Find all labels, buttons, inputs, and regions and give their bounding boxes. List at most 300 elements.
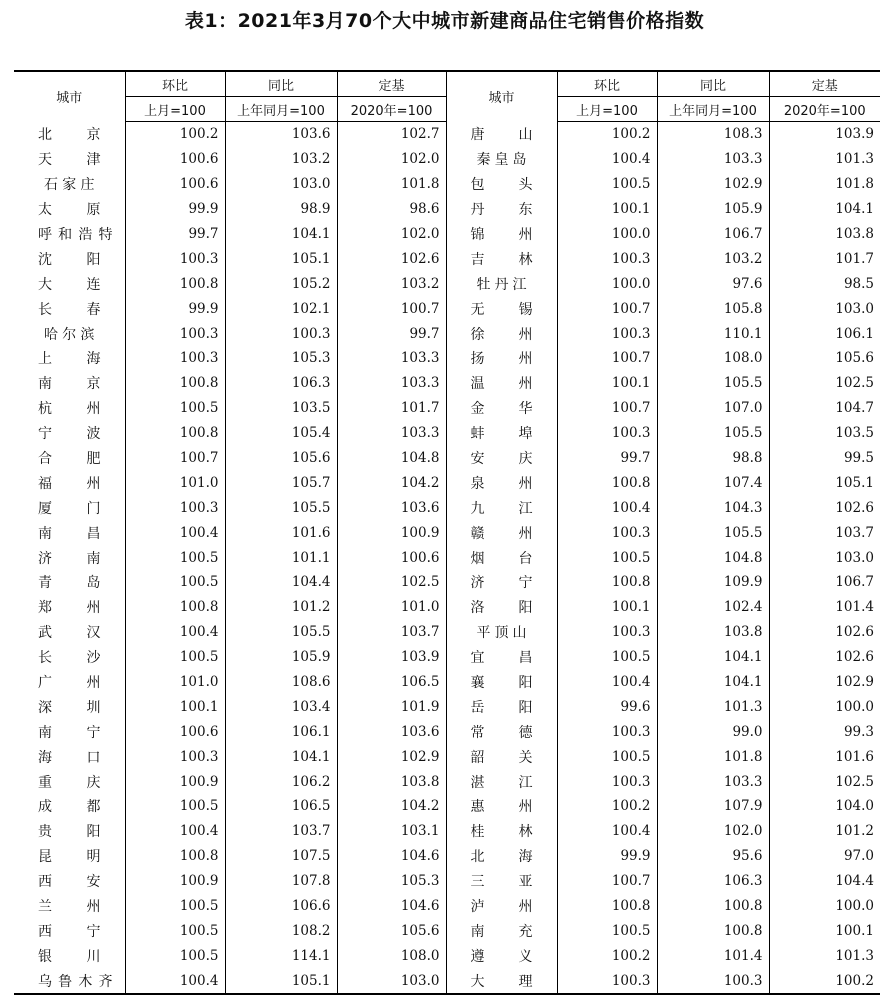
city-name-left: 贵阳	[38, 824, 101, 841]
city-name-left: 南昌	[38, 525, 101, 542]
mom-value-left: 100.9	[125, 769, 225, 794]
mom-value-left: 100.9	[125, 869, 225, 894]
mom-value-left: 100.8	[125, 844, 225, 869]
mom-value-left: 100.5	[125, 396, 225, 421]
yoy-value-left: 106.5	[225, 794, 337, 819]
city-name-right: 泉州	[446, 470, 557, 495]
yoy-value-right: 109.9	[657, 570, 769, 595]
mom-value-left: 100.5	[125, 919, 225, 944]
base-value-right: 102.5	[769, 371, 880, 396]
yoy-value-left: 105.3	[225, 346, 337, 371]
mom-value-right: 100.3	[557, 769, 657, 794]
mom-value-left: 100.5	[125, 794, 225, 819]
city-name-left: 重庆	[38, 774, 101, 791]
base-value-right: 103.5	[769, 421, 880, 446]
yoy-value-left: 106.1	[225, 719, 337, 744]
city-name-left: 郑州	[38, 600, 101, 617]
base-value-left: 103.3	[337, 346, 446, 371]
mom-value-left: 100.5	[125, 943, 225, 968]
base-value-left: 102.9	[337, 744, 446, 769]
city-name-left: 成都	[38, 799, 101, 816]
base-value-right: 102.6	[769, 645, 880, 670]
table-row	[14, 446, 880, 471]
city-name-left: 合肥	[38, 451, 101, 468]
city-name-left: 青岛	[38, 575, 101, 592]
header-base-sub-left: 2020年=100	[337, 97, 446, 122]
table-row	[14, 570, 880, 595]
city-name-left: 海口	[38, 749, 101, 766]
table-row	[14, 246, 880, 271]
header-mom-right: 环比	[557, 71, 657, 97]
yoy-value-right: 102.4	[657, 595, 769, 620]
mom-value-right: 100.3	[557, 719, 657, 744]
mom-value-right: 100.1	[557, 371, 657, 396]
city-name-right: 秦皇岛	[446, 147, 557, 172]
table-row	[14, 819, 880, 844]
table-row	[14, 545, 880, 570]
base-value-left: 101.0	[337, 595, 446, 620]
city-name-right: 九江	[446, 495, 557, 520]
yoy-value-right: 105.8	[657, 296, 769, 321]
table-row	[14, 968, 880, 994]
table-row	[14, 321, 880, 346]
mom-value-left: 100.1	[125, 694, 225, 719]
base-value-left: 103.7	[337, 620, 446, 645]
city-name-right: 济宁	[446, 570, 557, 595]
mom-value-left: 100.6	[125, 147, 225, 172]
city-name-right: 金华	[446, 396, 557, 421]
city-name-left: 太原	[38, 202, 101, 219]
base-value-right: 101.3	[769, 147, 880, 172]
base-value-left: 103.6	[337, 719, 446, 744]
yoy-value-right: 100.8	[657, 894, 769, 919]
mom-value-left: 100.8	[125, 421, 225, 446]
mom-value-left: 99.9	[125, 197, 225, 222]
mom-value-left: 100.8	[125, 371, 225, 396]
city-name-left: 银川	[38, 948, 101, 965]
city-name-right: 蚌埠	[446, 421, 557, 446]
city-name-left: 大连	[38, 276, 101, 293]
city-name-left: 昆明	[38, 849, 101, 866]
yoy-value-right: 103.8	[657, 620, 769, 645]
city-name-right: 赣州	[446, 520, 557, 545]
city-name-right: 洛阳	[446, 595, 557, 620]
mom-value-right: 100.8	[557, 470, 657, 495]
yoy-value-left: 104.1	[225, 744, 337, 769]
mom-value-right: 100.3	[557, 246, 657, 271]
yoy-value-right: 106.7	[657, 222, 769, 247]
yoy-value-left: 105.2	[225, 271, 337, 296]
base-value-left: 103.6	[337, 495, 446, 520]
yoy-value-right: 102.9	[657, 172, 769, 197]
city-name-left: 长春	[38, 301, 101, 318]
base-value-right: 99.5	[769, 446, 880, 471]
city-name-right: 吉林	[446, 246, 557, 271]
yoy-value-left: 108.6	[225, 670, 337, 695]
table-row	[14, 296, 880, 321]
table-row	[14, 645, 880, 670]
table-row	[14, 147, 880, 172]
table-row	[14, 222, 880, 247]
yoy-value-right: 104.8	[657, 545, 769, 570]
base-value-right: 104.0	[769, 794, 880, 819]
city-name-left: 南京	[38, 376, 101, 393]
yoy-value-right: 98.8	[657, 446, 769, 471]
mom-value-right: 100.5	[557, 919, 657, 944]
price-index-table	[14, 70, 880, 995]
table-row	[14, 371, 880, 396]
city-name-left: 天津	[38, 152, 101, 169]
mom-value-left: 100.3	[125, 495, 225, 520]
mom-value-left: 100.3	[125, 321, 225, 346]
mom-value-right: 100.7	[557, 396, 657, 421]
mom-value-right: 100.8	[557, 570, 657, 595]
base-value-right: 100.0	[769, 894, 880, 919]
city-name-left: 南宁	[38, 724, 101, 741]
mom-value-right: 100.3	[557, 968, 657, 994]
city-name-left: 沈阳	[38, 251, 101, 268]
base-value-right: 101.7	[769, 246, 880, 271]
yoy-value-left: 105.1	[225, 968, 337, 994]
base-value-right: 102.6	[769, 620, 880, 645]
table-row	[14, 346, 880, 371]
base-value-left: 101.9	[337, 694, 446, 719]
mom-value-right: 100.3	[557, 421, 657, 446]
base-value-left: 103.8	[337, 769, 446, 794]
base-value-left: 103.3	[337, 371, 446, 396]
yoy-value-left: 114.1	[225, 943, 337, 968]
mom-value-left: 99.7	[125, 222, 225, 247]
mom-value-right: 100.3	[557, 321, 657, 346]
yoy-value-right: 101.3	[657, 694, 769, 719]
yoy-value-right: 104.1	[657, 645, 769, 670]
city-name-right: 包头	[446, 172, 557, 197]
table-row	[14, 172, 880, 197]
yoy-value-left: 105.5	[225, 620, 337, 645]
table-body	[14, 122, 880, 995]
base-value-right: 103.9	[769, 122, 880, 147]
city-name-right: 无锡	[446, 296, 557, 321]
yoy-value-left: 105.1	[225, 246, 337, 271]
base-value-left: 102.5	[337, 570, 446, 595]
table-row	[14, 122, 880, 147]
base-value-left: 100.7	[337, 296, 446, 321]
city-name-right: 岳阳	[446, 694, 557, 719]
base-value-left: 103.1	[337, 819, 446, 844]
header-city-left: 城市	[56, 91, 83, 107]
yoy-value-left: 103.2	[225, 147, 337, 172]
city-name-right: 桂林	[446, 819, 557, 844]
city-name-left: 宁波	[38, 426, 101, 443]
table-row	[14, 620, 880, 645]
city-name-left: 厦门	[38, 500, 101, 517]
table-row	[14, 919, 880, 944]
mom-value-right: 100.4	[557, 147, 657, 172]
city-name-left: 西宁	[38, 923, 101, 940]
price-index-table-container	[14, 70, 880, 995]
city-name-left: 杭州	[38, 401, 101, 418]
base-value-right: 106.7	[769, 570, 880, 595]
yoy-value-left: 104.4	[225, 570, 337, 595]
city-name-left: 哈尔滨	[44, 326, 95, 343]
city-name-right: 南充	[446, 919, 557, 944]
base-value-left: 106.5	[337, 670, 446, 695]
table-row	[14, 421, 880, 446]
city-name-right: 锦州	[446, 222, 557, 247]
table-row	[14, 595, 880, 620]
header-city-right: 城市	[446, 71, 557, 122]
table-row	[14, 894, 880, 919]
base-value-left: 104.8	[337, 446, 446, 471]
base-value-right: 102.6	[769, 495, 880, 520]
yoy-value-right: 104.3	[657, 495, 769, 520]
yoy-value-left: 107.5	[225, 844, 337, 869]
mom-value-right: 100.5	[557, 645, 657, 670]
base-value-right: 106.1	[769, 321, 880, 346]
mom-value-left: 100.3	[125, 346, 225, 371]
table-row	[14, 844, 880, 869]
base-value-right: 100.2	[769, 968, 880, 994]
mom-value-right: 99.6	[557, 694, 657, 719]
page-title: 表1：2021年3月70个大中城市新建商品住宅销售价格指数	[184, 10, 705, 32]
city-name-right: 平顶山	[446, 620, 557, 645]
city-name-right: 大理	[446, 968, 557, 994]
mom-value-right: 100.7	[557, 296, 657, 321]
yoy-value-right: 101.8	[657, 744, 769, 769]
yoy-value-left: 107.8	[225, 869, 337, 894]
yoy-value-right: 101.4	[657, 943, 769, 968]
yoy-value-left: 105.9	[225, 645, 337, 670]
table-row	[14, 694, 880, 719]
city-name-right: 安庆	[446, 446, 557, 471]
base-value-left: 105.3	[337, 869, 446, 894]
table-row	[14, 869, 880, 894]
mom-value-right: 99.7	[557, 446, 657, 471]
header-row-top	[14, 71, 880, 97]
table-row	[14, 943, 880, 968]
yoy-value-left: 103.5	[225, 396, 337, 421]
base-value-left: 105.6	[337, 919, 446, 944]
city-name-left: 兰州	[38, 899, 101, 916]
mom-value-left: 100.6	[125, 172, 225, 197]
yoy-value-right: 105.5	[657, 421, 769, 446]
city-name-right: 牡丹江	[446, 271, 557, 296]
mom-value-left: 101.0	[125, 670, 225, 695]
mom-value-right: 100.4	[557, 670, 657, 695]
base-value-left: 101.8	[337, 172, 446, 197]
table-row	[14, 719, 880, 744]
city-name-left: 广州	[38, 675, 101, 692]
base-value-right: 104.4	[769, 869, 880, 894]
mom-value-right: 100.5	[557, 172, 657, 197]
base-value-left: 102.7	[337, 122, 446, 147]
yoy-value-right: 105.9	[657, 197, 769, 222]
table-row	[14, 670, 880, 695]
mom-value-right: 100.1	[557, 595, 657, 620]
yoy-value-left: 103.7	[225, 819, 337, 844]
yoy-value-right: 106.3	[657, 869, 769, 894]
mom-value-left: 100.5	[125, 545, 225, 570]
yoy-value-left: 105.7	[225, 470, 337, 495]
mom-value-right: 100.3	[557, 520, 657, 545]
city-name-left: 呼和浩特	[38, 227, 113, 243]
yoy-value-left: 100.3	[225, 321, 337, 346]
yoy-value-right: 104.1	[657, 670, 769, 695]
table-row	[14, 470, 880, 495]
mom-value-right: 100.8	[557, 894, 657, 919]
base-value-left: 104.6	[337, 894, 446, 919]
base-value-left: 104.6	[337, 844, 446, 869]
mom-value-left: 100.3	[125, 744, 225, 769]
header-mom-sub-right: 上月=100	[557, 97, 657, 122]
city-name-right: 三亚	[446, 869, 557, 894]
mom-value-left: 100.5	[125, 894, 225, 919]
mom-value-left: 100.5	[125, 570, 225, 595]
mom-value-right: 100.0	[557, 222, 657, 247]
mom-value-left: 100.8	[125, 595, 225, 620]
base-value-left: 103.3	[337, 421, 446, 446]
base-value-left: 102.6	[337, 246, 446, 271]
city-name-left: 西安	[38, 874, 101, 891]
city-name-right: 遵义	[446, 943, 557, 968]
table-row	[14, 271, 880, 296]
base-value-right: 102.5	[769, 769, 880, 794]
yoy-value-left: 101.1	[225, 545, 337, 570]
base-value-right: 105.6	[769, 346, 880, 371]
base-value-right: 101.2	[769, 819, 880, 844]
city-name-left: 济南	[38, 550, 101, 567]
base-value-left: 104.2	[337, 794, 446, 819]
header-yoy-right: 同比	[657, 71, 769, 97]
base-value-right: 100.1	[769, 919, 880, 944]
mom-value-left: 99.9	[125, 296, 225, 321]
base-value-left: 102.0	[337, 147, 446, 172]
yoy-value-right: 108.0	[657, 346, 769, 371]
table-row	[14, 197, 880, 222]
mom-value-left: 101.0	[125, 470, 225, 495]
base-value-right: 103.8	[769, 222, 880, 247]
mom-value-right: 100.4	[557, 819, 657, 844]
yoy-value-left: 103.0	[225, 172, 337, 197]
city-name-right: 湛江	[446, 769, 557, 794]
city-name-right: 泸州	[446, 894, 557, 919]
table-row	[14, 744, 880, 769]
yoy-value-left: 104.1	[225, 222, 337, 247]
mom-value-left: 100.4	[125, 819, 225, 844]
mom-value-right: 99.9	[557, 844, 657, 869]
table-row	[14, 794, 880, 819]
mom-value-left: 100.4	[125, 968, 225, 994]
yoy-value-right: 97.6	[657, 271, 769, 296]
yoy-value-left: 106.3	[225, 371, 337, 396]
mom-value-left: 100.4	[125, 620, 225, 645]
mom-value-right: 100.2	[557, 122, 657, 147]
mom-value-left: 100.7	[125, 446, 225, 471]
base-value-right: 103.0	[769, 545, 880, 570]
table-row	[14, 769, 880, 794]
city-name-left: 石家庄	[44, 177, 95, 194]
base-value-right: 102.9	[769, 670, 880, 695]
header-yoy-sub-right: 上年同月=100	[657, 97, 769, 122]
mom-value-right: 100.0	[557, 271, 657, 296]
city-name-left: 长沙	[38, 650, 101, 667]
base-value-left: 100.9	[337, 520, 446, 545]
base-value-left: 99.7	[337, 321, 446, 346]
base-value-left: 103.2	[337, 271, 446, 296]
yoy-value-right: 103.3	[657, 769, 769, 794]
base-value-right: 104.1	[769, 197, 880, 222]
base-value-left: 103.0	[337, 968, 446, 994]
yoy-value-right: 110.1	[657, 321, 769, 346]
header-yoy-sub-left: 上年同月=100	[225, 97, 337, 122]
table-row	[14, 396, 880, 421]
base-value-left: 108.0	[337, 943, 446, 968]
yoy-value-left: 98.9	[225, 197, 337, 222]
base-value-left: 104.2	[337, 470, 446, 495]
base-value-left: 100.6	[337, 545, 446, 570]
mom-value-right: 100.1	[557, 197, 657, 222]
city-name-left: 上海	[38, 351, 101, 368]
city-name-right: 唐山	[446, 122, 557, 147]
mom-value-right: 100.7	[557, 869, 657, 894]
mom-value-left: 100.6	[125, 719, 225, 744]
mom-value-right: 100.2	[557, 943, 657, 968]
yoy-value-right: 107.0	[657, 396, 769, 421]
yoy-value-left: 102.1	[225, 296, 337, 321]
mom-value-right: 100.2	[557, 794, 657, 819]
base-value-right: 97.0	[769, 844, 880, 869]
mom-value-right: 100.3	[557, 620, 657, 645]
mom-value-right: 100.7	[557, 346, 657, 371]
yoy-value-left: 101.2	[225, 595, 337, 620]
table-row	[14, 495, 880, 520]
mom-value-left: 100.5	[125, 645, 225, 670]
base-value-left: 102.0	[337, 222, 446, 247]
base-value-right: 101.3	[769, 943, 880, 968]
base-value-right: 105.1	[769, 470, 880, 495]
city-name-right: 扬州	[446, 346, 557, 371]
yoy-value-left: 106.6	[225, 894, 337, 919]
city-name-right: 温州	[446, 371, 557, 396]
mom-value-right: 100.5	[557, 545, 657, 570]
city-name-left: 福州	[38, 475, 101, 492]
yoy-value-right: 95.6	[657, 844, 769, 869]
header-mom-sub-left: 上月=100	[125, 97, 225, 122]
base-value-right: 103.7	[769, 520, 880, 545]
city-name-right: 宜昌	[446, 645, 557, 670]
base-value-right: 104.7	[769, 396, 880, 421]
yoy-value-right: 100.8	[657, 919, 769, 944]
header-base-right: 定基	[769, 71, 880, 97]
city-name-left: 乌鲁木齐	[38, 973, 113, 990]
yoy-value-left: 103.6	[225, 122, 337, 147]
base-value-right: 101.8	[769, 172, 880, 197]
table-row	[14, 520, 880, 545]
yoy-value-right: 108.3	[657, 122, 769, 147]
base-value-left: 103.9	[337, 645, 446, 670]
base-value-right: 98.5	[769, 271, 880, 296]
city-name-left: 武汉	[38, 625, 101, 642]
city-name-right: 烟台	[446, 545, 557, 570]
yoy-value-right: 103.2	[657, 246, 769, 271]
mom-value-left: 100.8	[125, 271, 225, 296]
yoy-value-right: 107.9	[657, 794, 769, 819]
mom-value-right: 100.5	[557, 744, 657, 769]
yoy-value-left: 105.4	[225, 421, 337, 446]
city-name-right: 徐州	[446, 321, 557, 346]
city-name-right: 韶关	[446, 744, 557, 769]
yoy-value-left: 103.4	[225, 694, 337, 719]
